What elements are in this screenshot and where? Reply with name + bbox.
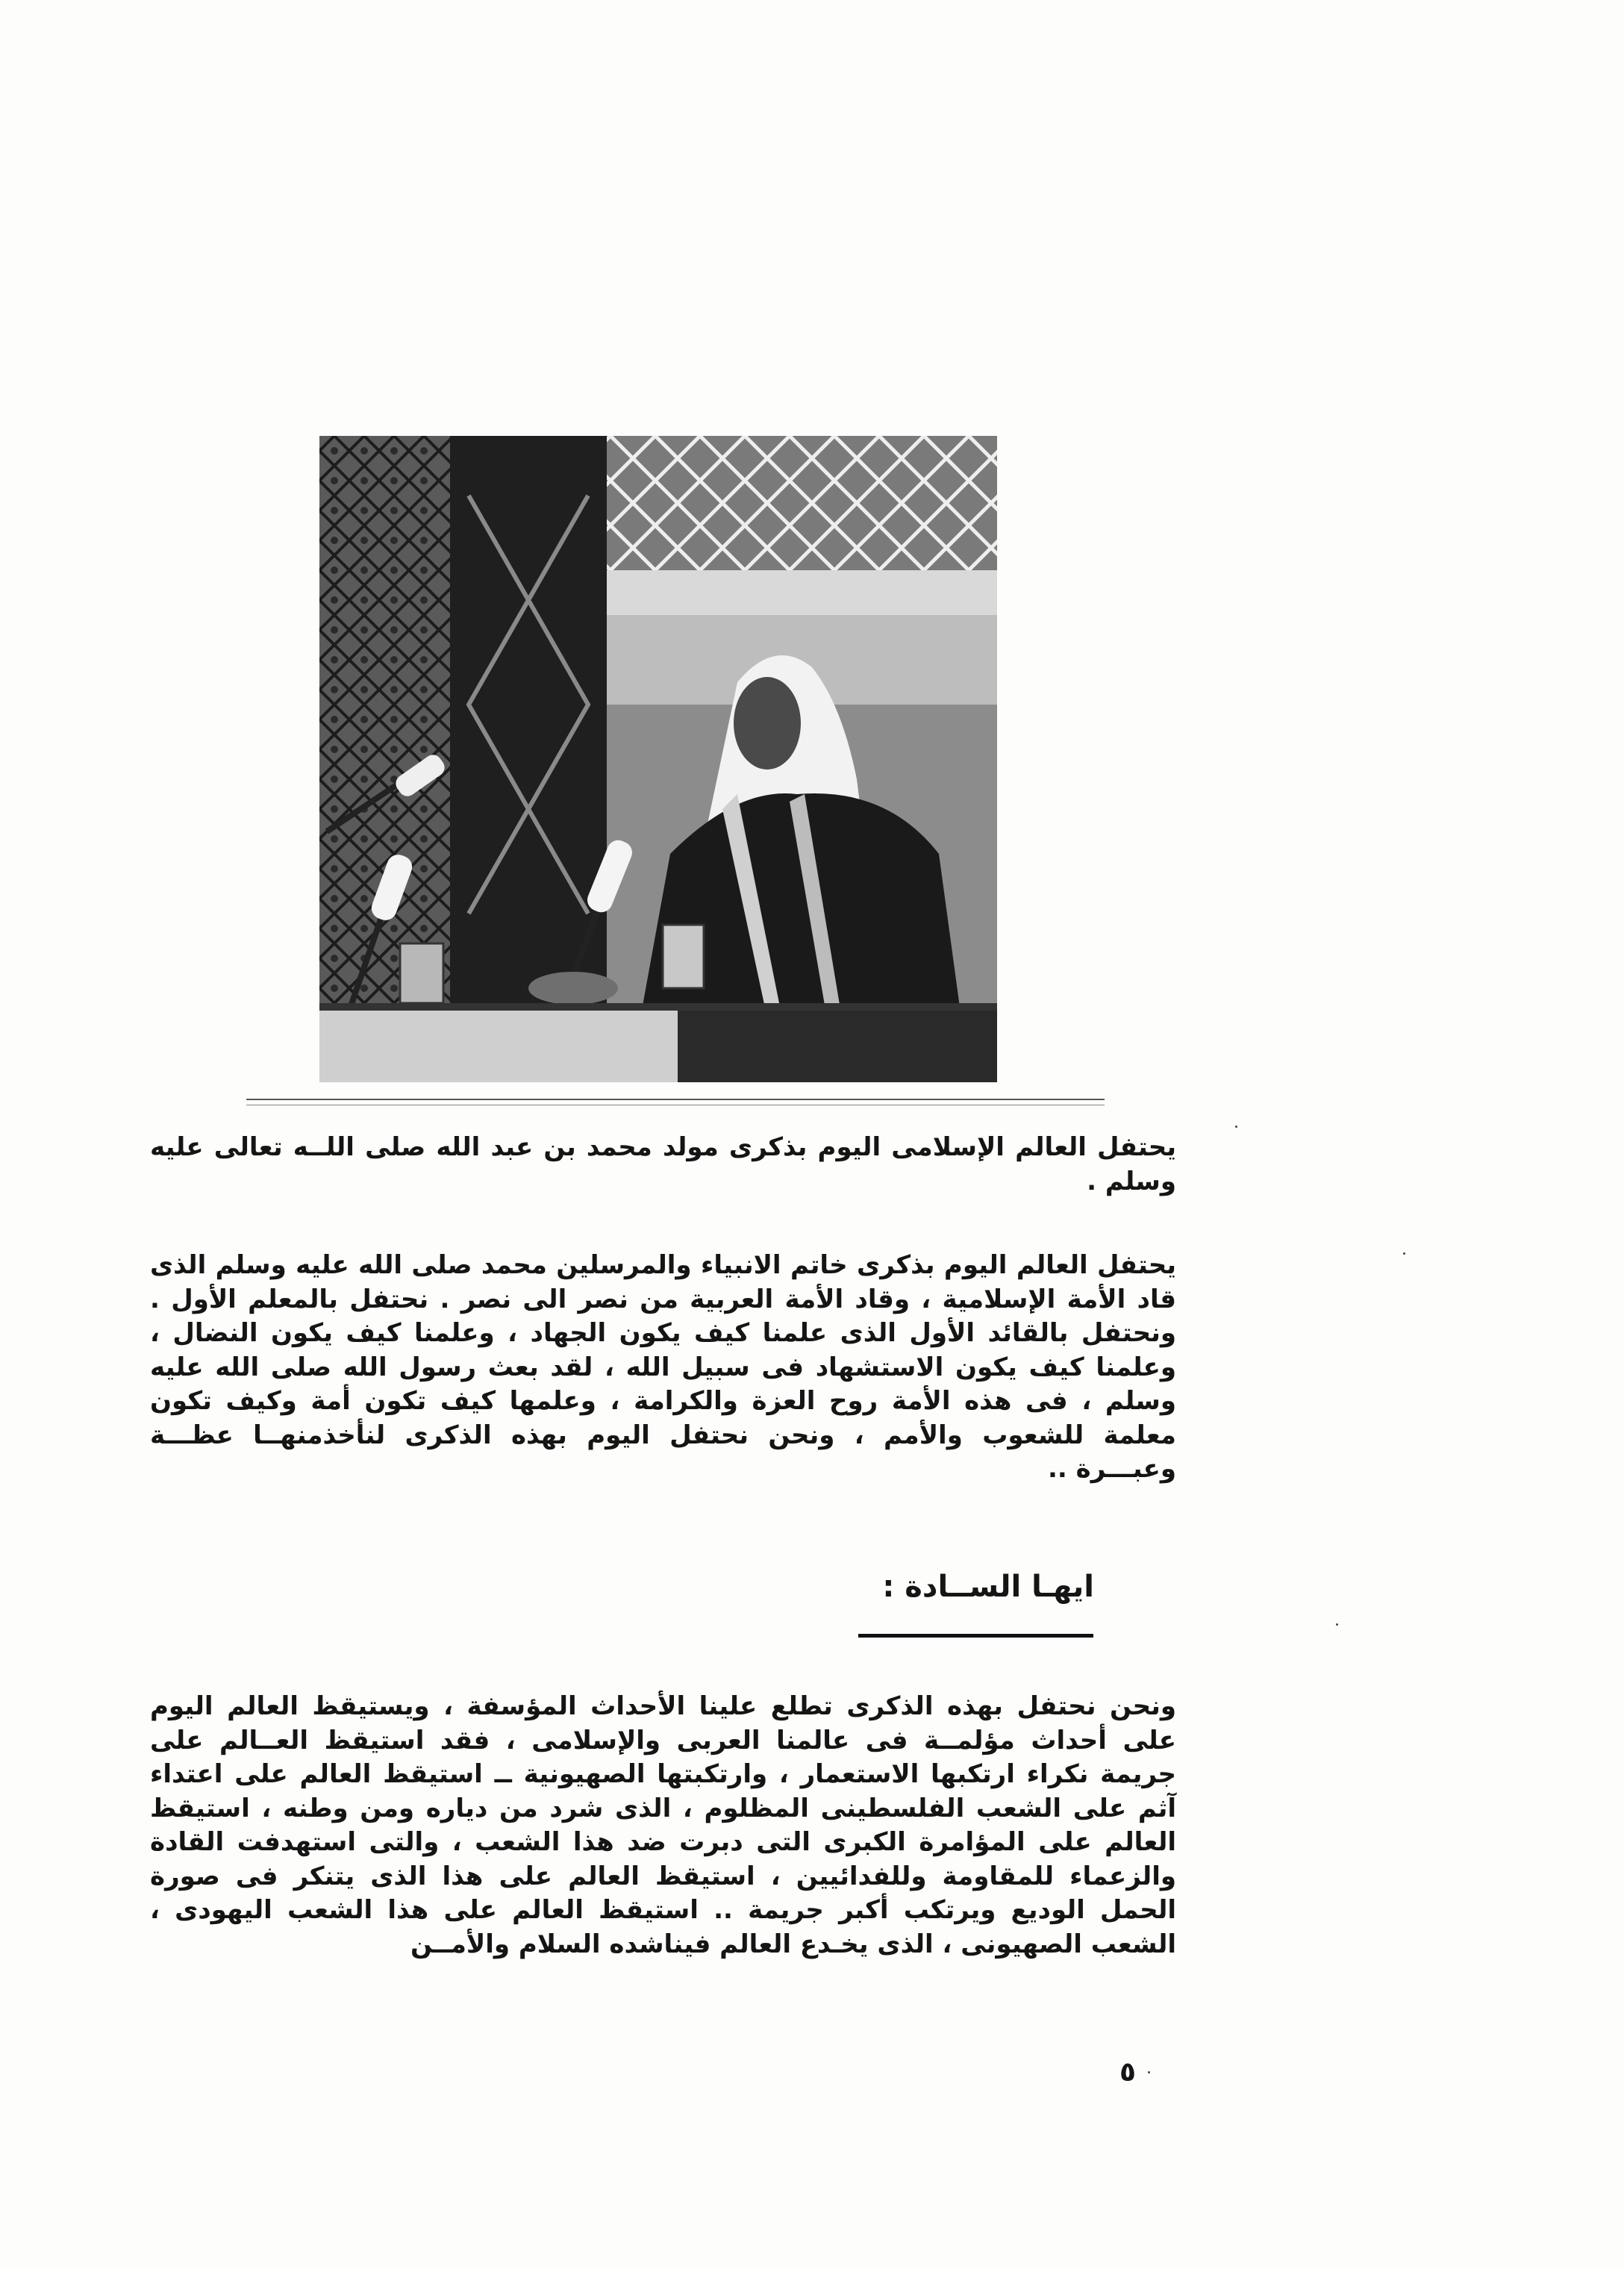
photo-caption-rule	[246, 1099, 1105, 1105]
section-heading: ايهـا الســادة :	[882, 1570, 1094, 1604]
heading-underline	[858, 1634, 1093, 1638]
scan-speck	[1403, 1252, 1405, 1255]
paragraph-2: يحتفل العالم اليوم بذكرى خاتم الانبياء والمرسلين محمد صلى الله عليه وسلم الذى قاد الأمة الإسلامية ، وقاد الأمة العربية من نصر الى نصر . نحتفل بالمعلم الأول . ونحتفل بالقائد الأول الذى علمنا كيف يكون الجهاد ، وعلمنا كيف يكون النضال ، وعلمنا كيف يكون الاستشهاد فى سبيل الله ، لقد بعث رسول الله صلى الله عليه وسلم ، فى هذه الأمة روح العزة والكرامة ، وعلمها كيف تكون أمة وكيف تكون معلمة للشعوب والأمم ، ونحن نحتفل اليوم بهذه الذكرى لنأخذمنهــا عظـــة وعبـــرة ..	[150, 1250, 1176, 1484]
scan-speck	[1336, 1623, 1338, 1626]
speaker-at-podium-icon	[319, 436, 997, 1082]
scan-speck	[1148, 2071, 1150, 2073]
paragraph-3: ونحن نحتفل بهذه الذكرى تطلع علينا الأحداث المؤسفة ، ويستيقظ العالم اليوم على أحداث مؤلمــة فى عالمنا العربى والإسلامى ، فقد استيقظ العــالم على جريمة نكراء ارتكبها الاستعمار ، وارتكبتها الصهيونية ــ استيقظ العالم على اعتداء آثم على الشعب الفلسطينى المظلوم ، الذى شرد من دياره ومن وطنه ، استيقظ العالم على المؤامرة الكبرى التى دبرت ضد هذا الشعب ، والتى استهدفت القادة والزعماء للمقاومة وللفدائيين ، استيقظ العالم على هذا الذى يتنكر فى صورة الحمل الوديع ويرتكب أكبر جريمة .. استيقظ العالم على هذا الشعب اليهودى ، الشعب الصهيونى ، الذى يخـدع العالم فيناشده السلام والأمــن	[150, 1691, 1176, 1959]
scan-speck	[1235, 1126, 1237, 1128]
page-number: ٥	[1119, 2057, 1136, 2088]
paragraph-1: يحتفل العالم الإسلامى اليوم بذكرى مولد محمد بن عبد الله صلى اللــه تعالى عليه وسلم .	[150, 1132, 1176, 1196]
speaker-photo	[319, 436, 997, 1082]
